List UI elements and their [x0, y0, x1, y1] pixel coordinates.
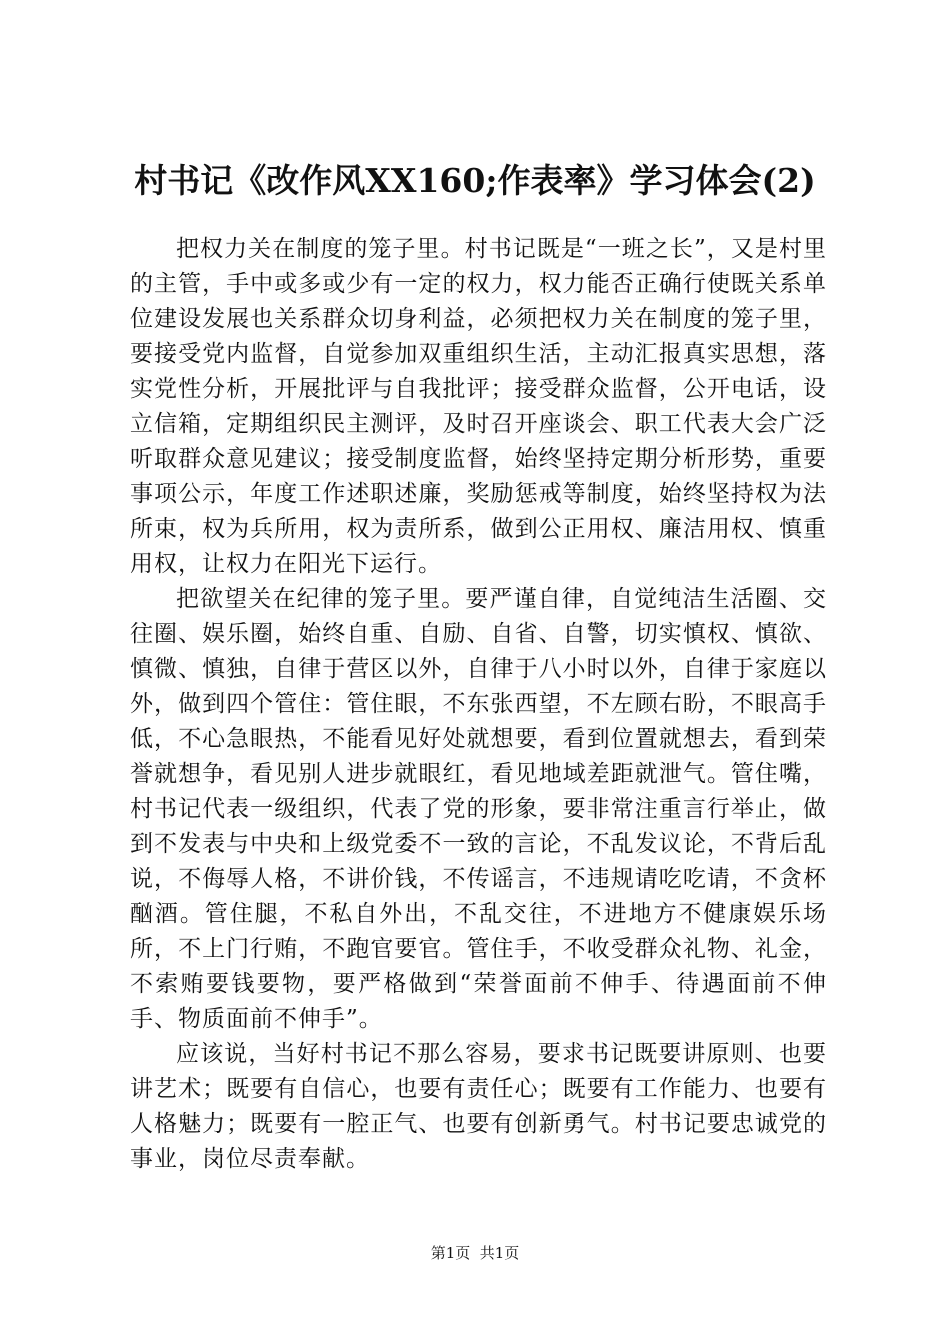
paragraph: 应该说，当好村书记不那么容易，要求书记既要讲原则、也要讲艺术；既要有自信心，也要有责任心；既要有工作能力、也要有人格魅力；既要有一腔正气、也要有创新勇气。村书记要忠诚党的事业，岗位尽责奉献。 — [130, 1041, 827, 1172]
page-number-footer: 第1页 共1页 — [430, 1244, 520, 1262]
paragraph: 把欲望关在纪律的笼子里。要严谨自律，自觉纯洁生活圈、交往圈、娱乐圈，始终自重、自励、自省、自警，切实慎权、慎欲、慎微、慎独，自律于营区以外，自律于八小时以外，自律于家庭以外，做到四个管住：管住眼，不东张西望，不左顾右盼，不眼高手低，不心急眼热，不能看见好处就想要，看到位置就想去，看到荣誉就想争，看见别人进步就眼红，看见地域差距就泄气。管住嘴，村书记代表一级组织，代表了党的形象，要非常注重言行举止，做到不发表与中央和上级党委不一致的言论，不乱发议论，不背后乱说，不侮辱人格，不讲价钱，不传谣言，不违规请吃吃请，不贪杯酗酒。管住腿，不私自外出，不乱交往，不进地方不健康娱乐场所，不上门行贿，不跑官要官。管住手，不收受群众礼物、礼金，不索贿要钱要物，要严格做到“荣誉面前不伸手、待遇面前不伸手、物质面前不伸手”。 — [130, 586, 827, 1032]
document-body — [130, 232, 827, 1177]
paragraph: 把权力关在制度的笼子里。村书记既是“一班之长”，又是村里的主管，手中或多或少有一定的权力，权力能否正确行使既关系单位建设发展也关系群众切身利益，必须把权力关在制度的笼子里，要接受党内监督，自觉参加双重组织生活，主动汇报真实思想，落实党性分析，开展批评与自我批评；接受群众监督，公开电话，设立信箱，定期组织民主测评，及时召开座谈会、职工代表大会广泛听取群众意见建议；接受制度监督，始终坚持定期分析形势，重要事项公示，年度工作述职述廉，奖励惩戒等制度，始终坚持权为法所束，权为兵所用，权为责所系，做到公正用权、廉洁用权、慎重用权，让权力在阳光下运行。 — [130, 236, 827, 577]
document-title: 村书记《改作风XX160;作表率》学习体会(2) — [134, 161, 816, 200]
